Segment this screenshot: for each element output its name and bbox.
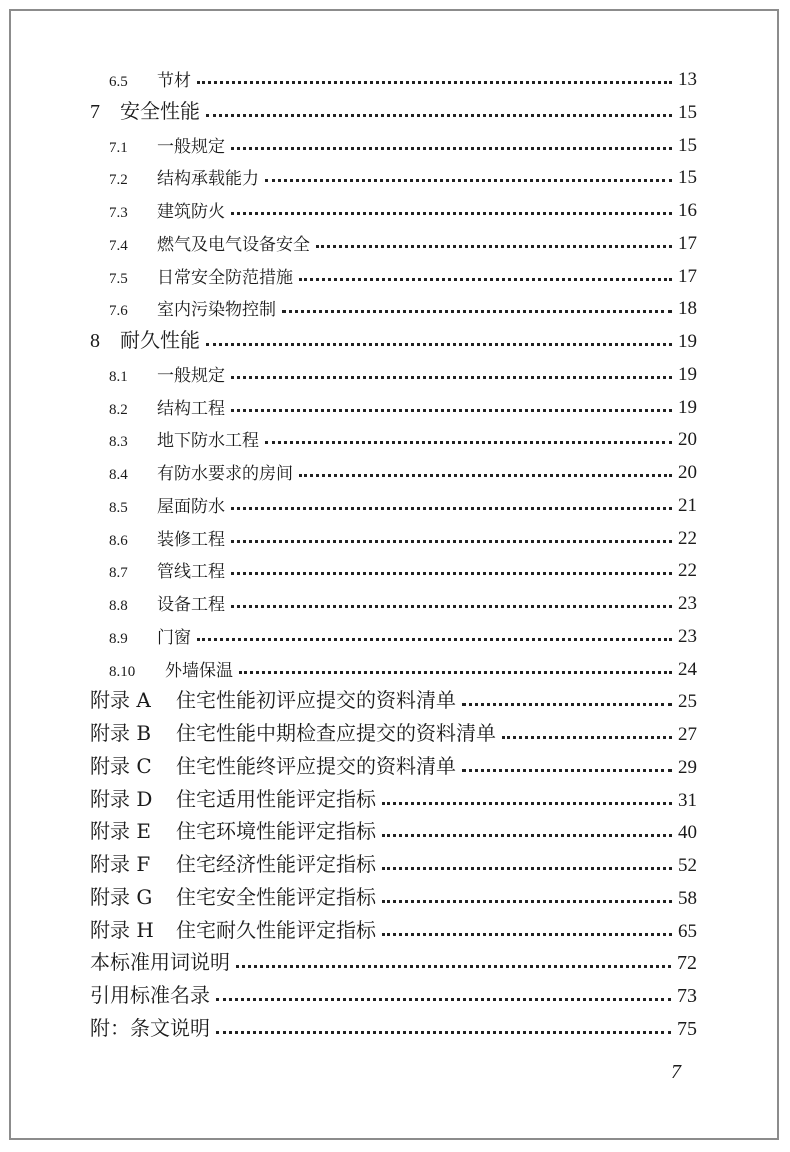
toc-entry-number: 附录 C xyxy=(90,753,152,778)
toc-entry-title: 屋面防水 xyxy=(157,496,225,517)
toc-leader-dots xyxy=(231,605,672,608)
toc-entry-number: 附录 D xyxy=(90,786,153,811)
toc-entry-page: 23 xyxy=(678,593,697,614)
toc-entry[interactable] xyxy=(11,947,777,975)
toc-entry-page: 13 xyxy=(678,69,697,90)
toc-entry-title: 附：条文说明 xyxy=(90,1015,210,1040)
toc-entry-title: 住宅经济性能评定指标 xyxy=(176,852,376,876)
toc-entry-title: 管线工程 xyxy=(157,562,225,583)
toc-entry-title: 日常安全防范措施 xyxy=(157,267,293,288)
toc-leader-dots xyxy=(231,147,672,150)
toc-entry-page: 58 xyxy=(678,887,697,909)
toc-entry-page: 73 xyxy=(677,985,697,1007)
toc-leader-dots xyxy=(236,965,671,968)
toc-entry-title: 门窗 xyxy=(157,627,191,648)
toc-leader-dots xyxy=(282,310,672,313)
toc-entry-page: 27 xyxy=(678,724,697,745)
toc-entry-title: 设备工程 xyxy=(157,595,225,615)
toc-entry-title: 住宅性能中期检查应提交的资料清单 xyxy=(176,721,496,745)
toc-entry-title: 住宅耐久性能评定指标 xyxy=(176,917,376,942)
toc-entry-number: 7.3 xyxy=(109,205,128,221)
toc-entry-title: 住宅环境性能评定指标 xyxy=(176,819,376,844)
toc-entry-number: 6.5 xyxy=(109,74,128,90)
toc-leader-dots xyxy=(382,802,672,805)
toc-entry-number: 7.1 xyxy=(109,139,128,156)
toc-entry-title: 耐久性能 xyxy=(120,328,200,352)
toc-entry-title: 住宅适用性能评定指标 xyxy=(176,786,376,811)
toc-entry-page: 23 xyxy=(678,625,697,647)
toc-entry-title: 结构工程 xyxy=(157,398,225,419)
toc-entry-title: 一般规定 xyxy=(157,365,225,386)
toc-entry-title: 有防水要求的房间 xyxy=(157,464,293,484)
toc-entry[interactable] xyxy=(11,718,777,746)
toc-entry-title: 一般规定 xyxy=(157,136,225,157)
toc-entry-number: 附录 A xyxy=(90,688,151,713)
toc-entry-title: 外墙保温 xyxy=(165,660,233,681)
toc-entry-page: 15 xyxy=(678,101,697,123)
toc-leader-dots xyxy=(299,474,672,477)
toc-leader-dots xyxy=(239,671,672,674)
toc-entry-page: 72 xyxy=(677,952,697,975)
toc-entry-page: 75 xyxy=(677,1017,697,1040)
toc-leader-dots xyxy=(265,179,672,182)
toc-entry-number: 8.7 xyxy=(109,565,128,582)
toc-entry[interactable] xyxy=(11,587,777,615)
toc-entry[interactable] xyxy=(11,980,777,1008)
toc-leader-dots xyxy=(231,572,672,575)
toc-entry-title: 节材 xyxy=(157,71,191,91)
toc-entry-number: 8.4 xyxy=(109,467,128,483)
toc-entry-page: 22 xyxy=(678,560,697,582)
toc-entry-number: 附录 H xyxy=(90,917,154,942)
toc-entry-title: 住宅性能初评应提交的资料清单 xyxy=(176,688,456,713)
toc-leader-dots xyxy=(231,540,672,543)
toc-entry-title: 引用标准名录 xyxy=(90,983,210,1007)
toc-entry[interactable] xyxy=(11,325,777,353)
toc-entry-title: 住宅安全性能评定指标 xyxy=(176,884,376,909)
toc-entry[interactable] xyxy=(11,129,777,157)
toc-entry[interactable] xyxy=(11,194,777,222)
toc-leader-dots xyxy=(197,81,672,84)
toc-leader-dots xyxy=(231,507,672,510)
toc-entry[interactable] xyxy=(11,620,777,648)
toc-entry-page: 52 xyxy=(678,855,697,876)
toc-entry-number: 8.1 xyxy=(109,368,128,385)
toc-entry-page: 15 xyxy=(678,167,697,189)
toc-entry[interactable] xyxy=(11,653,777,681)
toc-entry[interactable] xyxy=(11,784,777,812)
toc-entry-title: 装修工程 xyxy=(157,529,225,550)
toc-entry-number: 7.6 xyxy=(109,303,128,320)
toc-entry-number: 附录 F xyxy=(90,852,151,876)
toc-leader-dots xyxy=(206,343,672,346)
toc-leader-dots xyxy=(231,376,672,379)
toc-entry-page: 40 xyxy=(678,822,697,844)
toc-entry-page: 65 xyxy=(678,920,697,942)
toc-entry-number: 7.4 xyxy=(109,237,128,254)
toc-entry[interactable] xyxy=(11,915,777,943)
toc-entry[interactable] xyxy=(11,816,777,844)
toc-entry[interactable] xyxy=(11,1013,777,1041)
toc-leader-dots xyxy=(316,245,672,248)
toc-entry-page: 24 xyxy=(678,658,697,680)
toc-leader-dots xyxy=(462,703,672,706)
toc-entry-page: 15 xyxy=(678,134,697,156)
toc-leader-dots xyxy=(231,212,672,215)
toc-entry-number: 附录 G xyxy=(90,884,153,909)
toc-entry[interactable] xyxy=(11,554,777,582)
toc-leader-dots xyxy=(502,736,672,739)
toc-entry-number: 8.9 xyxy=(109,630,128,647)
page-number: 7 xyxy=(671,1061,681,1083)
toc-leader-dots xyxy=(382,900,672,903)
toc-leader-dots xyxy=(462,769,672,772)
toc-leader-dots xyxy=(197,638,672,641)
toc-entry[interactable] xyxy=(11,849,777,877)
toc-entry-page: 19 xyxy=(678,363,697,385)
toc-entry[interactable] xyxy=(11,391,777,419)
toc-leader-dots xyxy=(216,998,671,1001)
toc-leader-dots xyxy=(299,278,672,281)
toc-entry[interactable] xyxy=(11,260,777,288)
toc-entry-title: 地下防水工程 xyxy=(157,431,259,452)
toc-leader-dots xyxy=(231,409,672,412)
toc-entry[interactable] xyxy=(11,423,777,451)
toc-entry-title: 安全性能 xyxy=(120,98,200,123)
toc-entry-page: 19 xyxy=(678,396,697,418)
toc-entry[interactable] xyxy=(11,358,777,386)
toc-entry[interactable] xyxy=(11,522,777,550)
toc-entry-number: 8 xyxy=(90,330,100,352)
toc-entry-number: 7.2 xyxy=(109,172,128,189)
toc-entry[interactable] xyxy=(11,292,777,320)
toc-entry[interactable] xyxy=(11,456,777,484)
toc-entry-number: 7.5 xyxy=(109,270,128,287)
table-of-contents xyxy=(11,11,777,1138)
toc-entry-page: 21 xyxy=(678,494,697,516)
toc-entry[interactable] xyxy=(11,96,777,124)
toc-leader-dots xyxy=(382,834,672,837)
toc-entry-page: 19 xyxy=(678,331,697,352)
toc-entry-page: 20 xyxy=(678,462,697,483)
toc-entry-title: 本标准用词说明 xyxy=(90,950,230,975)
toc-entry-number: 8.2 xyxy=(109,401,128,418)
toc-entry-title: 室内污染物控制 xyxy=(157,300,276,321)
toc-entry-page: 22 xyxy=(678,527,697,549)
toc-entry-number: 8.8 xyxy=(109,598,128,614)
toc-entry-page: 31 xyxy=(678,789,697,811)
toc-entry-title: 结构承载能力 xyxy=(157,169,259,190)
toc-entry-page: 16 xyxy=(678,200,697,221)
toc-leader-dots xyxy=(206,114,672,117)
toc-entry[interactable] xyxy=(11,63,777,91)
toc-entry-page: 18 xyxy=(678,298,697,320)
toc-entry-page: 20 xyxy=(678,429,697,451)
toc-entry-number: 7 xyxy=(90,100,100,123)
toc-entry-title: 建筑防火 xyxy=(157,202,225,222)
toc-leader-dots xyxy=(265,441,672,444)
document-page xyxy=(9,9,779,1140)
toc-entry-number: 8.10 xyxy=(109,663,136,680)
toc-leader-dots xyxy=(216,1031,671,1034)
toc-entry-number: 附录 E xyxy=(90,819,151,844)
toc-entry-number: 8.5 xyxy=(109,499,128,516)
toc-entry[interactable] xyxy=(11,751,777,779)
toc-entry-title: 住宅性能终评应提交的资料清单 xyxy=(176,753,456,778)
toc-leader-dots xyxy=(382,933,672,936)
toc-entry-title: 燃气及电气设备安全 xyxy=(157,234,310,255)
toc-entry-page: 25 xyxy=(678,691,697,713)
toc-entry-number: 附录 B xyxy=(90,721,152,745)
toc-entry[interactable] xyxy=(11,882,777,910)
toc-entry[interactable] xyxy=(11,227,777,255)
toc-entry-page: 17 xyxy=(678,232,697,254)
toc-entry-number: 8.3 xyxy=(109,434,128,451)
toc-entry-page: 29 xyxy=(678,756,697,778)
toc-entry-page: 17 xyxy=(678,265,697,287)
toc-entry[interactable] xyxy=(11,685,777,713)
toc-leader-dots xyxy=(382,867,672,870)
toc-entry-number: 8.6 xyxy=(109,532,128,549)
toc-entry[interactable] xyxy=(11,489,777,517)
toc-entry[interactable] xyxy=(11,161,777,189)
